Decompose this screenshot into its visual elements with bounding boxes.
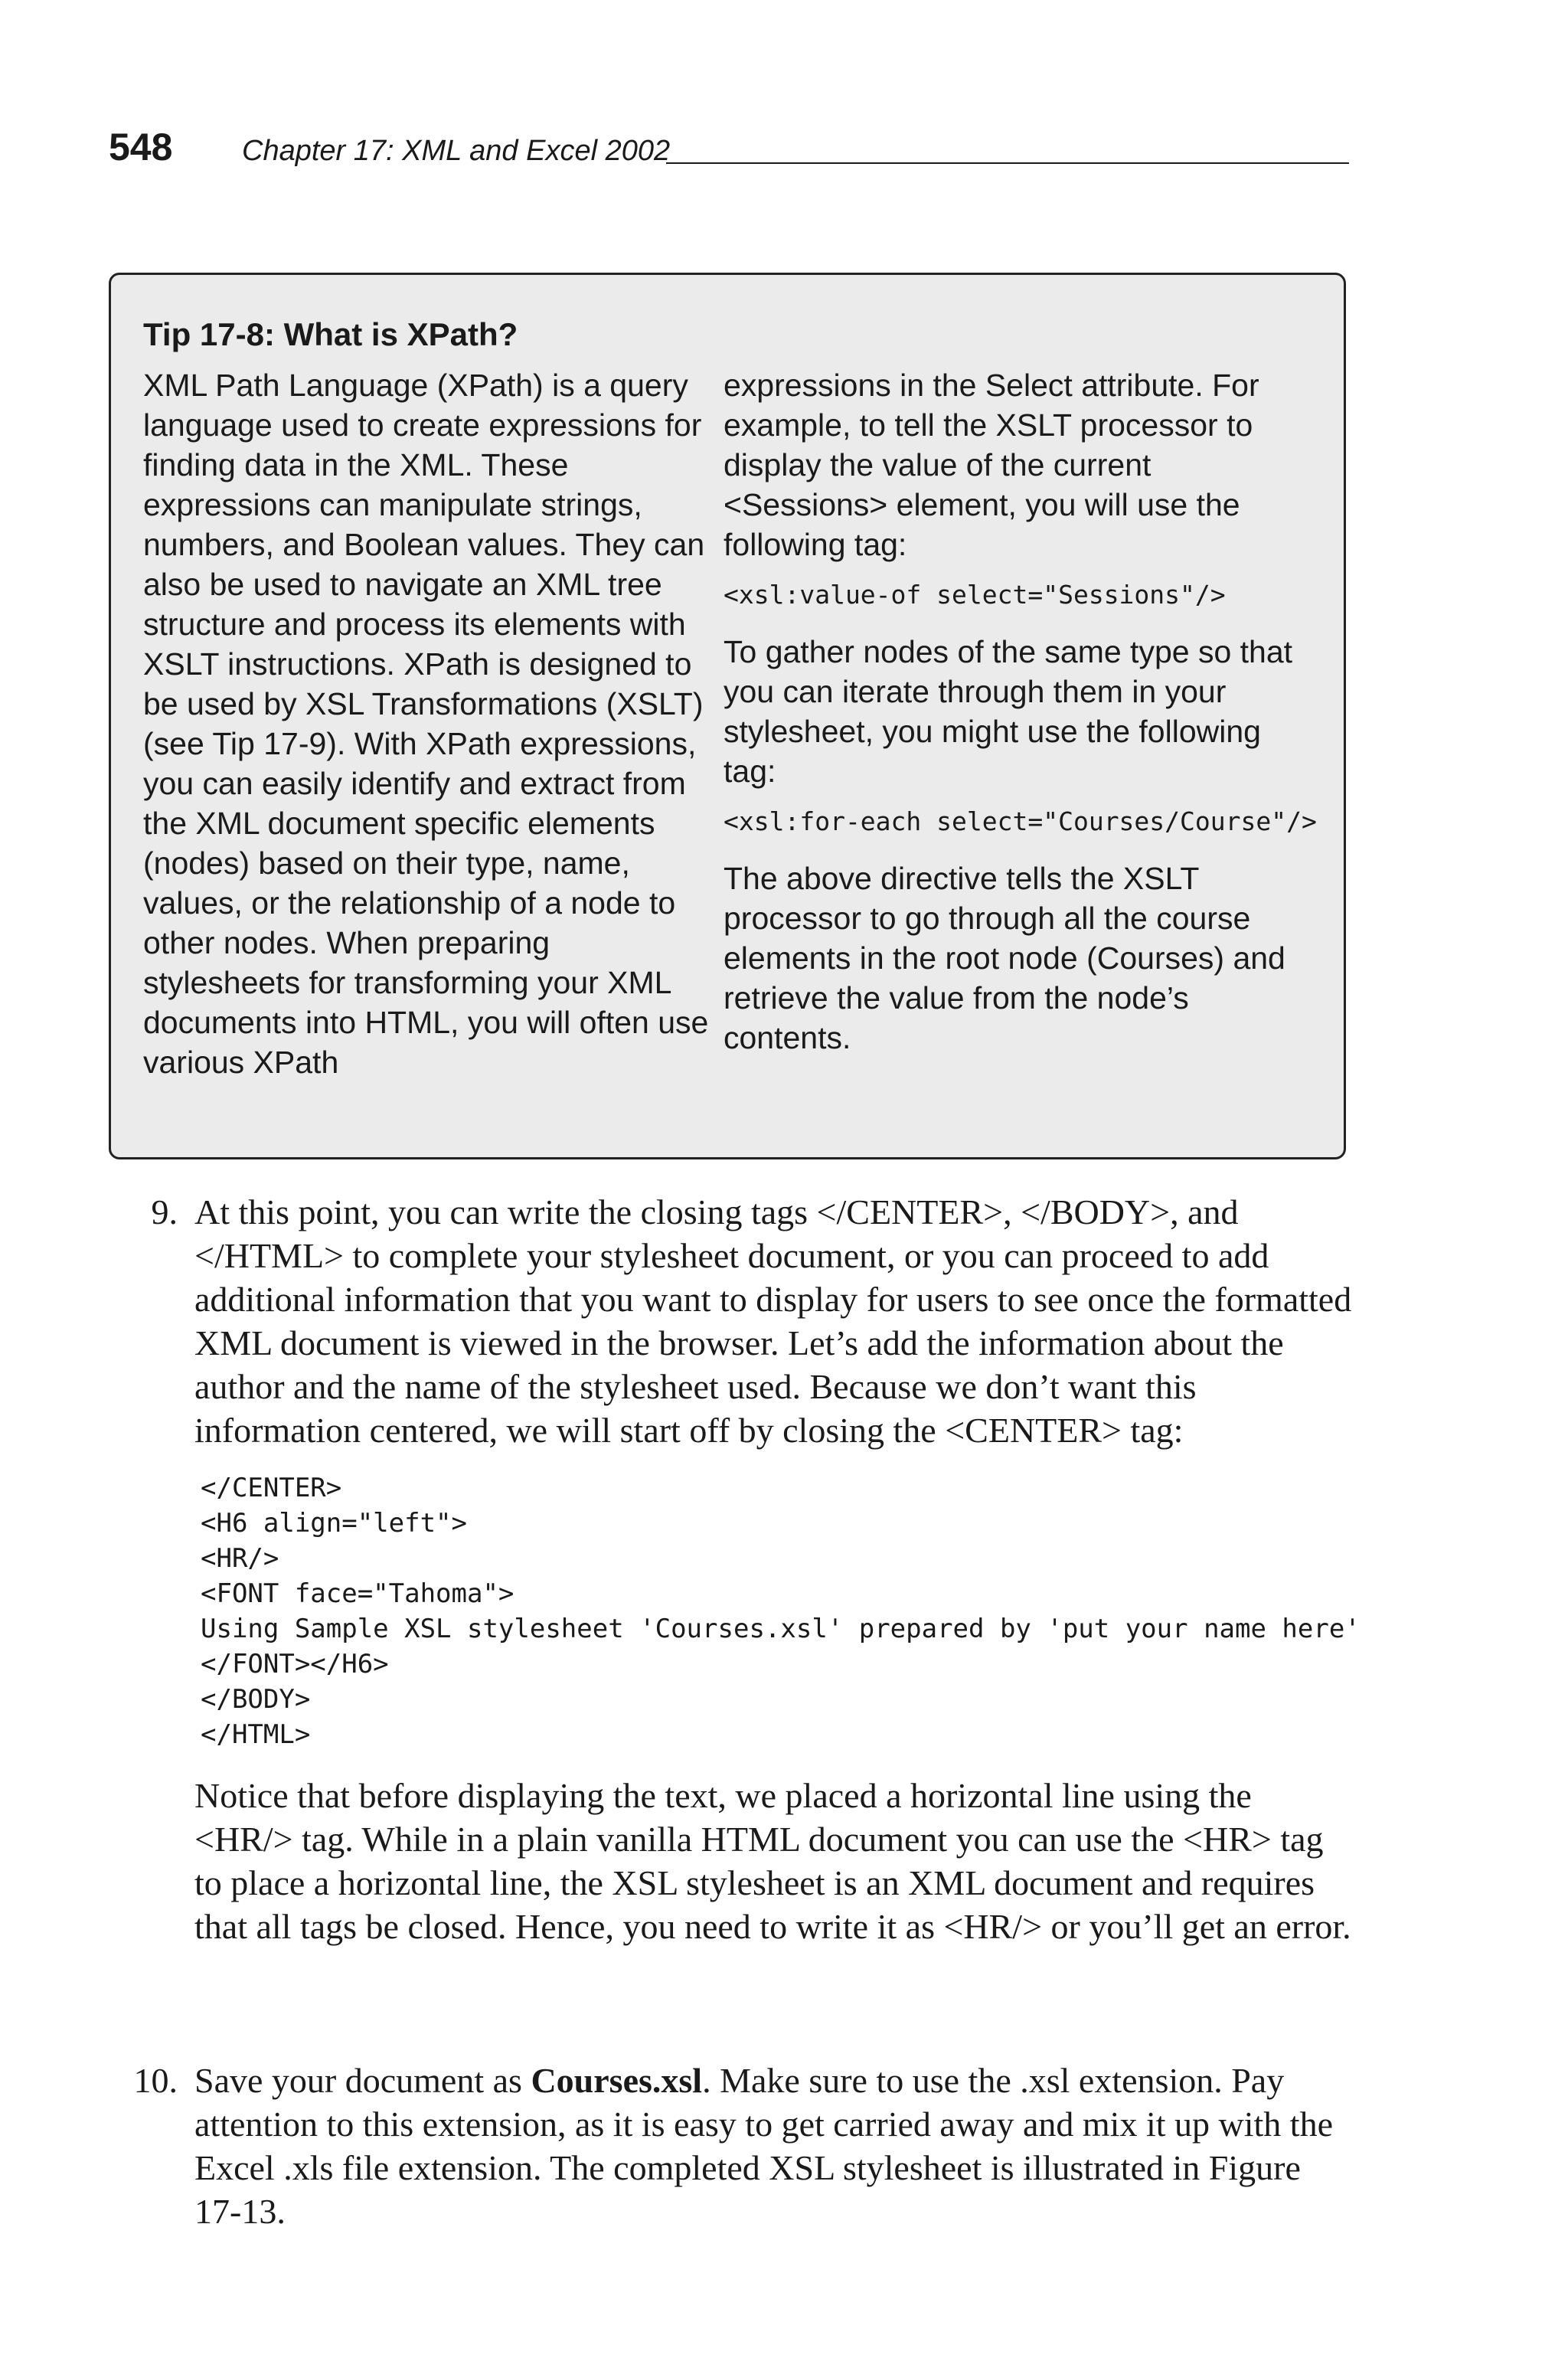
list-item-9 [151,1190,1361,1948]
page-number: 548 [109,126,173,168]
tip-title: Tip 17-8: What is XPath? [143,316,518,352]
list-number: 10. [133,2061,178,2100]
chapter-title: Chapter 17: XML and Excel 2002 [242,135,671,167]
step-10-text-after: . Make sure to use the .xsl extension. Pay attention to this extension, as it is easy to get carried away and mix it up with the Excel .xls file extension. The completed XSL stylesheet is illustrated in Figure 17-13. [194,2061,1334,2231]
tip-right-text-3: The above directive tells the XSLT processor to go through all the course elements in the root node (Courses) and retrieve the value from the node’s contents. [724,861,1285,1055]
list-number: 9. [151,1192,178,1231]
tip-right-column [724,365,1321,1058]
tip-right-text-2: To gather nodes of the same type so that you can iterate through them in your stylesheet, you might use the following tag: [724,634,1293,789]
list-item-10 [133,2059,1352,2233]
tip-box [109,273,1346,1159]
code-block: </CENTER> <H6 align="left"> <HR/> <FONT face="Tahoma"> Using Sample XSL stylesheet 'Courses.xsl' prepared by 'put your name here' </FONT></H6> </BODY> </HTML> [201,1473,1361,1750]
step-9-text: At this point, you can write the closing tags </CENTER>, </BODY>, and </HTML> to complete your stylesheet document, or you can proceed to add additional information that you want to display for users to see once the formatted XML document is viewed in the browser. Let’s add the information about the author and the name of the stylesheet used. Because we don’t want this information centered, we will start off by closing the <CENTER> tag: [194,1192,1352,1450]
filename-bold: Courses.xsl [531,2061,703,2100]
tip-right-text-1: expressions in the Select attribute. For example, to tell the XSLT processor to display the value of the current <Sessions> element, you will use the following tag: [724,368,1259,562]
step-10-text-before: Save your document as [194,2061,531,2100]
tip-code-1: <xsl:value-of select="Sessions"/> [724,580,1226,610]
tip-left-column [143,365,710,1082]
header-rule [666,162,1349,164]
step-10-text [194,2059,1352,2233]
tip-code-2: <xsl:for-each select="Courses/Course"/> [724,806,1317,836]
step-9-after-text: Notice that before displaying the text, we placed a horizontal line using the <HR/> tag. While in a plain vanilla HTML document you can use the <HR> tag to place a horizontal line, the XSL stylesheet is an XML document and requires that all tags be closed. Hence, you need to write it as <HR/> or you’ll get an error. [194,1776,1351,1946]
page-header [109,123,1349,172]
tip-left-text: XML Path Language (XPath) is a query language used to create expressions for finding data in the XML. These expressions can manipulate strings, numbers, and Boolean values. They can also be used to navigate an XML tree structure and process its elements with XSLT instructions. XPath is designed to be used by XSL Transformations (XSLT) (see Tip 17-9). With XPath expressions, you can easily identify and extract from the XML document specific elements (nodes) based on their type, name, values, or the relationship of a node to other nodes. When preparing stylesheets for transforming your XML documents into HTML, you will often use various XPath [143,368,709,1080]
